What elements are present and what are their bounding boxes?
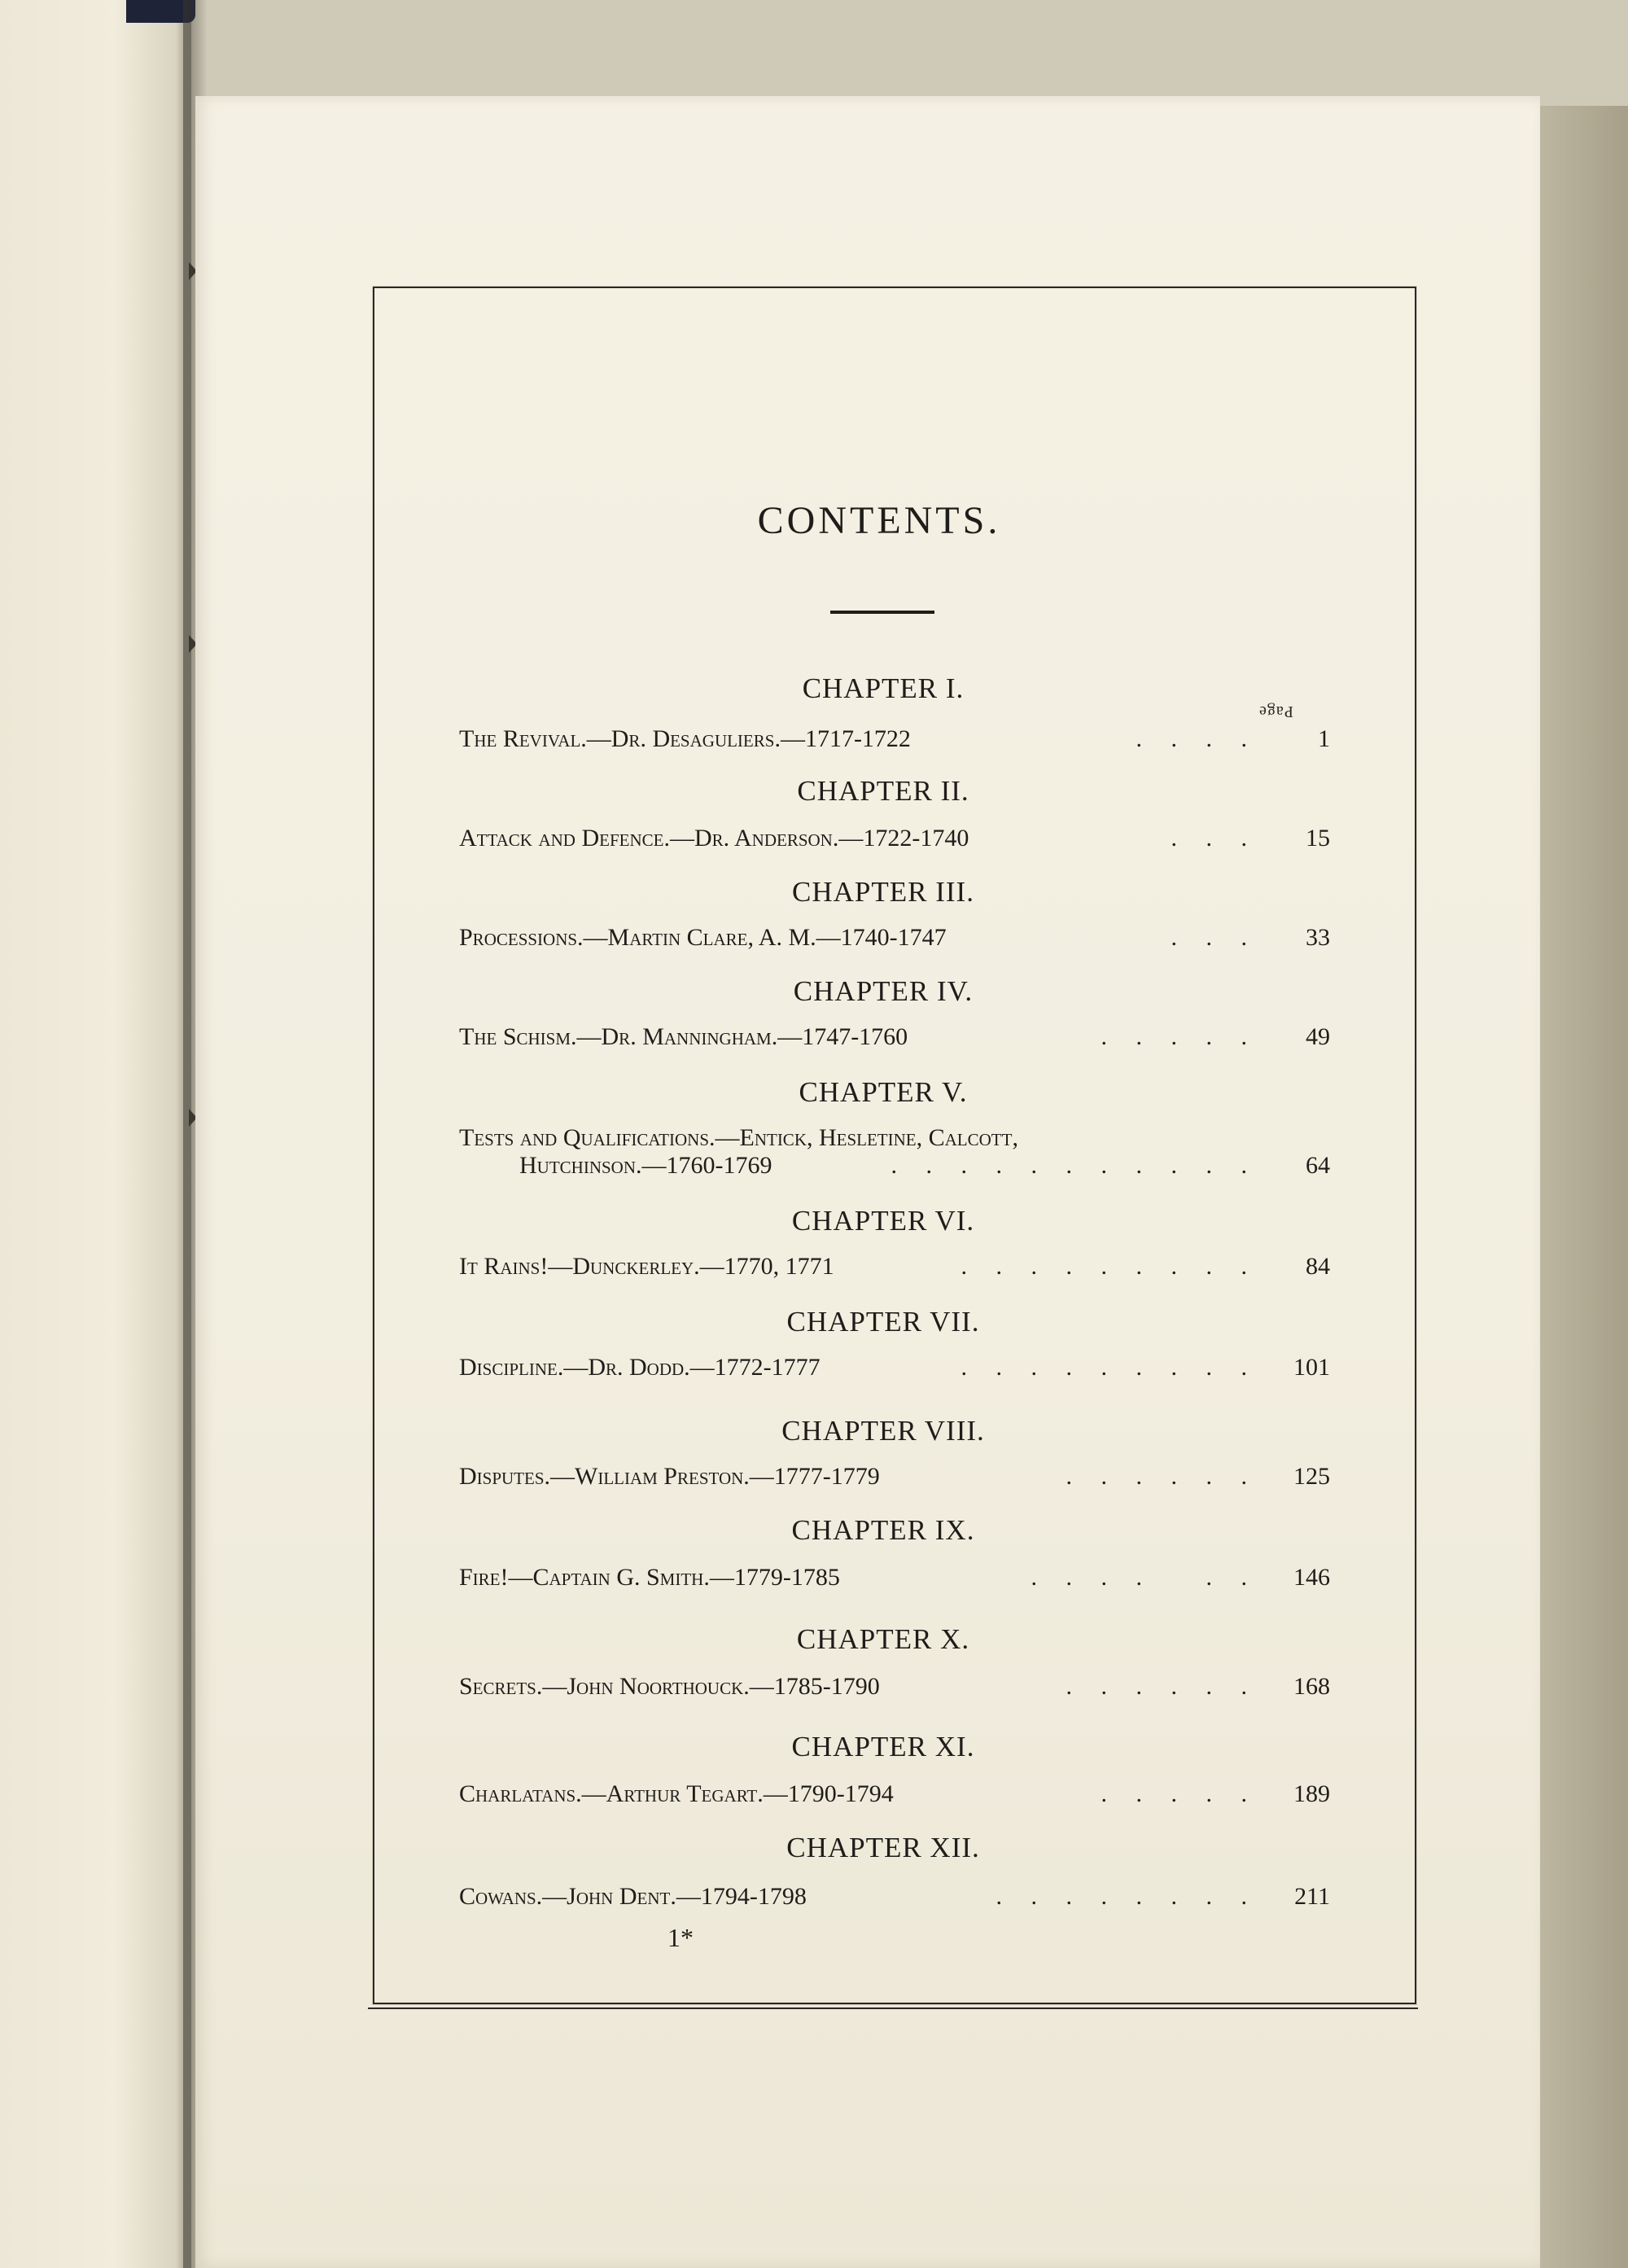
toc-entry[interactable] xyxy=(459,1778,1330,1810)
dot-leader: . . . . . xyxy=(1101,1780,1258,1807)
toc-entry[interactable] xyxy=(459,1561,1330,1594)
chapter-heading: CHAPTER I. xyxy=(802,672,965,704)
entry-title: Disputes.—William Preston.—1777-1779 xyxy=(459,1463,880,1490)
toc-entry[interactable] xyxy=(459,1460,1330,1493)
dot-leader: . . . xyxy=(1171,825,1258,852)
toc-entry[interactable] xyxy=(459,1881,1330,1913)
page-edges xyxy=(1540,106,1628,2268)
entry-title: Processions.—Martin Clare, A. M.—1740-1747 xyxy=(459,924,947,951)
dot-leader: . . . . . . xyxy=(1066,1463,1258,1490)
dot-leader: . . . . . . . . xyxy=(996,1883,1258,1910)
dot-leader: . . . . . xyxy=(1101,1023,1258,1050)
dot-leader: . . . . . . . . . xyxy=(961,1253,1258,1280)
entry-page-number: 33 xyxy=(1306,924,1330,951)
chapter-heading: CHAPTER XII. xyxy=(786,1832,980,1863)
chapter-heading: CHAPTER XI. xyxy=(791,1731,975,1762)
toc-entry[interactable] xyxy=(459,1351,1330,1384)
entry-page-number: 49 xyxy=(1306,1023,1330,1050)
chapter-heading: CHAPTER V. xyxy=(799,1076,968,1108)
entry-title: Fire!—Captain G. Smith.—1779-1785 xyxy=(459,1564,840,1591)
page-border-bottom-rule xyxy=(368,2007,1418,2009)
toc-entry-continuation[interactable] xyxy=(519,1149,1330,1182)
facing-page xyxy=(0,0,191,2268)
entry-title: Secrets.—John Noorthouck.—1785-1790 xyxy=(459,1673,880,1700)
entry-page-number: 189 xyxy=(1293,1780,1330,1807)
entry-title: Attack and Defence.—Dr. Anderson.—1722-1740 xyxy=(459,825,969,852)
toc-entry[interactable] xyxy=(459,723,1330,755)
entry-title: Discipline.—Dr. Dodd.—1772-1777 xyxy=(459,1354,821,1381)
entry-title: Cowans.—John Dent.—1794-1798 xyxy=(459,1883,807,1910)
entry-title: Charlatans.—Arthur Tegart.—1790-1794 xyxy=(459,1780,894,1807)
chapter-heading: CHAPTER IX. xyxy=(791,1514,975,1546)
entry-title: Tests and Qualifications.—Entick, Hesletine, Calcott, xyxy=(459,1124,1018,1151)
title-rule xyxy=(830,611,934,614)
toc-entry[interactable] xyxy=(459,1670,1330,1703)
dot-leader: . . . . xyxy=(1136,725,1258,752)
chapter-heading: CHAPTER II. xyxy=(797,775,969,807)
entry-page-number: 146 xyxy=(1293,1564,1330,1591)
toc-entry[interactable] xyxy=(459,1021,1330,1053)
entry-page-number: 84 xyxy=(1306,1253,1330,1280)
entry-page-number: 15 xyxy=(1306,825,1330,852)
entry-page-number: 64 xyxy=(1306,1152,1330,1179)
toc-entry[interactable] xyxy=(459,1250,1330,1283)
entry-page-number: 1 xyxy=(1318,725,1330,752)
entry-page-number: 125 xyxy=(1293,1463,1330,1490)
dot-leader: . . . . . . . . . . . xyxy=(891,1152,1258,1179)
page-column-label: Page xyxy=(1258,703,1293,720)
toc-entry[interactable] xyxy=(459,822,1330,855)
dot-leader: . . . . . . . . . xyxy=(961,1354,1258,1381)
signature-mark: 1* xyxy=(667,1923,694,1952)
chapter-heading: CHAPTER IV. xyxy=(793,975,974,1007)
chapter-heading: CHAPTER VII. xyxy=(786,1306,980,1338)
chapter-heading: CHAPTER X. xyxy=(796,1623,970,1655)
dot-leader: . . . . . . xyxy=(1066,1673,1258,1700)
entry-page-number: 211 xyxy=(1294,1883,1330,1910)
dot-leader: . . . . . . xyxy=(1031,1564,1258,1591)
entry-title: It Rains!—Dunckerley.—1770, 1771 xyxy=(459,1253,834,1280)
chapter-heading: CHAPTER VI. xyxy=(791,1205,975,1237)
chapter-heading: CHAPTER VIII. xyxy=(781,1415,985,1447)
entry-title-continuation: Hutchinson.—1760-1769 xyxy=(519,1152,772,1179)
contents-title: CONTENTS. xyxy=(757,499,1001,542)
entry-page-number: 101 xyxy=(1293,1354,1330,1381)
chapter-heading: CHAPTER III. xyxy=(792,876,974,908)
toc-entry[interactable] xyxy=(459,922,1330,954)
entry-page-number: 168 xyxy=(1293,1673,1330,1700)
entry-title: The Schism.—Dr. Manningham.—1747-1760 xyxy=(459,1023,908,1050)
dot-leader: . . . xyxy=(1171,924,1258,951)
entry-title: The Revival.—Dr. Desaguliers.—1717-1722 xyxy=(459,725,911,752)
